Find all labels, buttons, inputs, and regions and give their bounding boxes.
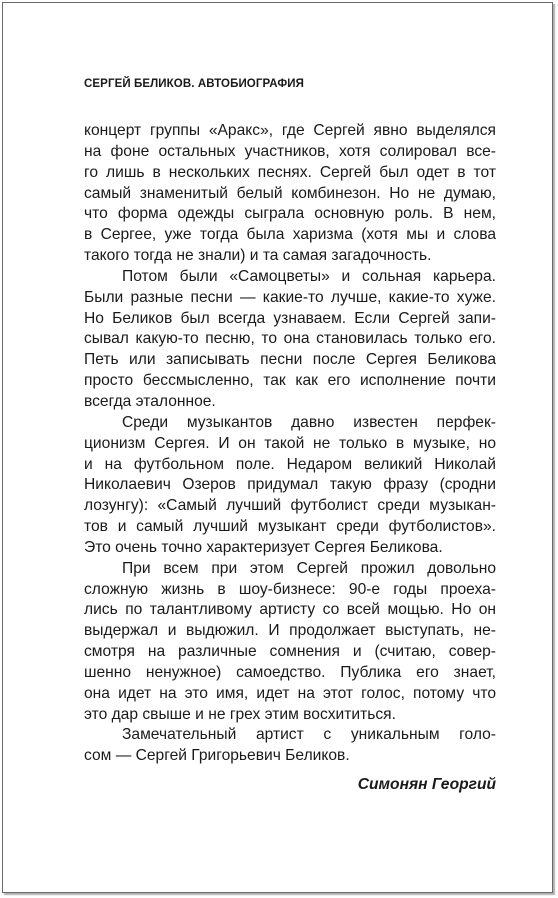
text-line: го лишь в нескольких песнях. Сергей был одет в тот	[84, 163, 496, 181]
text-line: При всем при этом Сергей прожил довольно	[122, 559, 496, 577]
text-line: Это очень точно характеризует Сергея Беликова.	[84, 538, 443, 556]
paragraph-1	[84, 121, 496, 267]
paragraph-5	[84, 725, 496, 767]
text-line: Но Беликов был всегда узнаваем. Если Сергей запи-	[84, 309, 496, 327]
text-line: сом — Сергей Григорьевич Беликов.	[84, 747, 350, 765]
paragraph-2	[84, 267, 496, 413]
text-line: всегда эталонное.	[84, 392, 216, 410]
text-line: выдержал и выдюжил. И продолжает выступать, не-	[84, 622, 496, 640]
text-line: просто бессмысленно, так как его исполнение почти	[84, 372, 496, 390]
text-line: смотря на различные сомнения и (считаю, совер-	[84, 643, 496, 661]
text-line: сывал какую-то песню, то она становилась только его.	[84, 330, 496, 348]
body-text	[84, 121, 496, 767]
text-line: такого тогда не знали) и та самая загадочность.	[84, 247, 432, 265]
text-line: на фоне остальных участников, хотя солировал все-	[84, 142, 496, 160]
text-line: Среди музыкантов давно известен перфек-	[122, 413, 496, 431]
text-line: Были разные песни — какие-то лучше, какие-то хуже.	[84, 288, 496, 306]
text-line: тов и самый лучший музыкант среди футболистов».	[84, 518, 496, 536]
text-line: самый знаменитый белый комбинезон. Но не думаю,	[84, 184, 496, 202]
text-line: ционизм Сергея. И он такой не только в музыке, но	[84, 434, 496, 452]
running-header: СЕРГЕЙ БЕЛИКОВ. АВТОБИОГРАФИЯ	[84, 78, 305, 90]
text-line: лись по талантливому артисту со всей мощью. Но он	[84, 601, 496, 619]
text-line: это дар свыше и не грех этим восхититься.	[84, 705, 396, 723]
text-line: и на футбольном поле. Недаром великий Николай	[84, 455, 496, 473]
text-line: концерт группы «Аракс», где Сергей явно выделялся	[84, 122, 496, 139]
paragraph-4	[84, 559, 496, 726]
text-line: она идет на это имя, идет на этот голос, потому что	[84, 684, 496, 702]
text-line: шенно ненужное) самоедство. Публика его знает,	[84, 663, 496, 681]
text-line: в Сергее, уже тогда была харизма (хотя мы и слова	[84, 226, 496, 244]
text-line: Замечательный артист с уникальным голо-	[122, 726, 496, 744]
text-line: Петь или записывать песни после Сергея Беликова	[84, 351, 496, 369]
author-signature: Симонян Георгий	[357, 776, 496, 793]
text-line: лозунгу): «Самый лучший футболист среди музыкан-	[84, 497, 496, 515]
text-line: Потом были «Самоцветы» и сольная карьера.	[122, 267, 496, 285]
text-line: что форма одежды сыграла основную роль. В нем,	[84, 205, 496, 223]
text-line: сложную жизнь в шоу-бизнесе: 90-е годы проеха-	[84, 580, 496, 598]
text-line: Николаевич Озеров придумал такую фразу (сродни	[84, 476, 496, 494]
paragraph-3	[84, 413, 496, 559]
